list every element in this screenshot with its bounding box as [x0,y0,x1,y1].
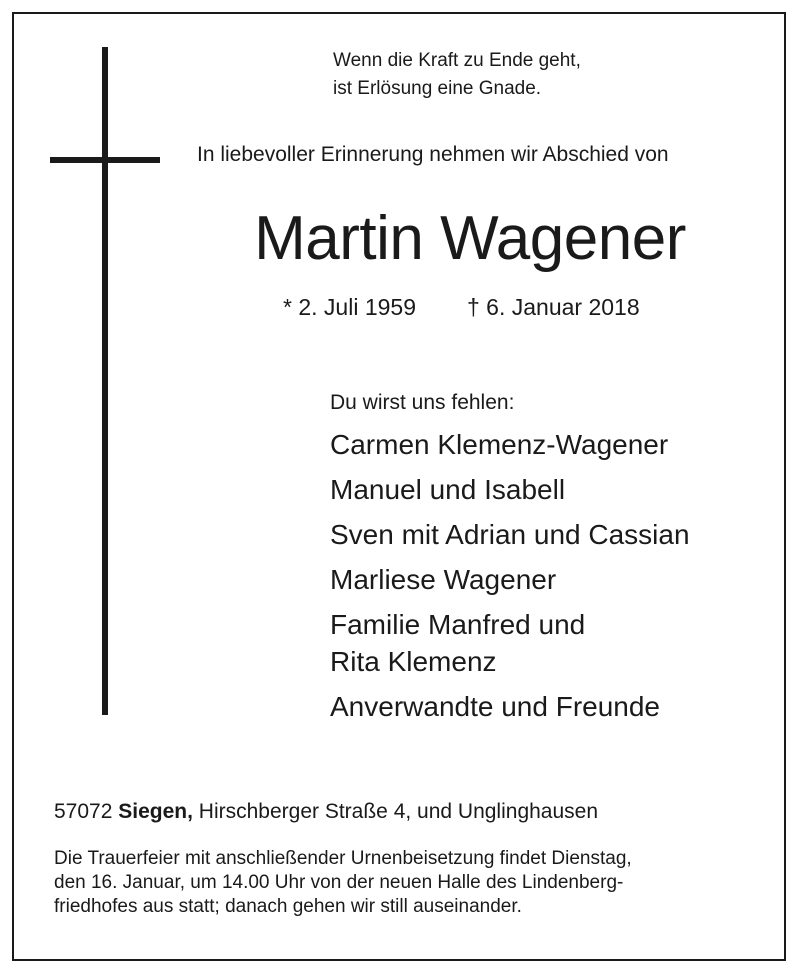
mourner-item: Sven mit Adrian und Cassian [330,519,690,550]
farewell-text: Du wirst uns fehlen: [330,391,515,414]
ceremony-text: Die Trauerfeier mit anschließender Urnenbeisetzung findet Dienstag, den 16. Januar, um 14.00 Uhr von der neuen Halle des Lindenberg- friedhofes aus statt; danach gehen wir still auseinander. [54,848,632,917]
birth-date: * 2. Juli 1959 [283,294,416,320]
mourner-item: Manuel und Isabell [330,474,566,505]
address [54,798,598,826]
motto [333,47,581,103]
mourners-list [330,426,690,733]
address-street: Hirschberger Straße 4, und Unglinghausen [198,800,599,823]
motto-line-2: ist Erlösung eine Gnade. [333,78,542,99]
cross-vertical-bar [102,47,108,715]
intro-text: In liebevoller Erinnerung nehmen wir Abschied von [197,143,669,166]
mourner-item: Anverwandte und Freunde [330,691,660,722]
mourner-item: Carmen Klemenz-Wagener [330,429,669,460]
address-city: Siegen, [118,800,193,823]
address-postal-code: 57072 [54,800,113,823]
cross-horizontal-bar [50,157,160,163]
mourner-item: Familie Manfred und Rita Klemenz [330,609,586,677]
deceased-name: Martin Wagener [254,204,686,273]
death-date: † 6. Januar 2018 [467,294,640,320]
motto-line-1: Wenn die Kraft zu Ende geht, [333,50,581,71]
mourner-item: Marliese Wagener [330,564,557,595]
